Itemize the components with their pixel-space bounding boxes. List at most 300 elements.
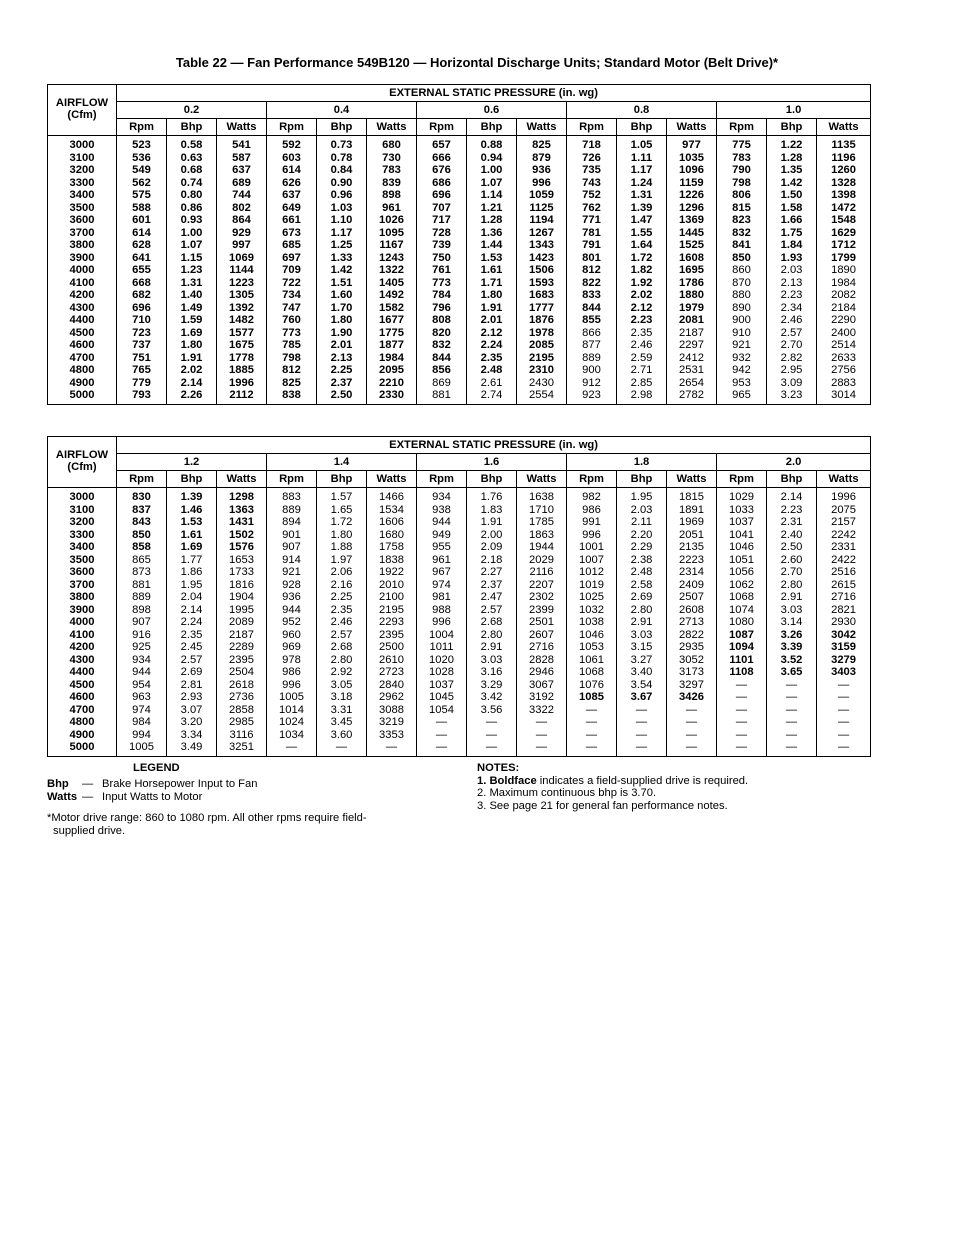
rpm-cell: 858 (117, 541, 167, 554)
watts-cell: 2242 (817, 529, 871, 542)
watts-cell: 2858 (217, 704, 267, 717)
bhp-cell: 2.37 (317, 377, 367, 390)
watts-cell: 2195 (517, 352, 567, 365)
rpm-cell: 785 (267, 339, 317, 352)
rpm-cell: 655 (117, 264, 167, 277)
rpm-column-header: Rpm (117, 119, 167, 136)
bhp-cell: 1.47 (617, 214, 667, 227)
bhp-cell: 0.90 (317, 177, 367, 190)
watts-cell: 1243 (367, 252, 417, 265)
airflow-cell: 3300 (48, 177, 117, 190)
watts-cell: — (667, 741, 717, 756)
notes (477, 762, 867, 812)
watts-cell: 1392 (217, 302, 267, 315)
bhp-cell: 2.81 (167, 679, 217, 692)
rpm-cell: — (717, 729, 767, 742)
rpm-cell: 815 (717, 202, 767, 215)
table-row (48, 554, 871, 567)
table-row (48, 591, 871, 604)
rpm-cell: 938 (417, 504, 467, 517)
table-row (48, 177, 871, 190)
rpm-cell: 1019 (567, 579, 617, 592)
table-row (48, 164, 871, 177)
watts-cell: 3173 (667, 666, 717, 679)
airflow-cell: 3700 (48, 227, 117, 240)
watts-cell: 1996 (817, 488, 871, 504)
bhp-cell: 2.04 (167, 591, 217, 604)
watts-cell: 2618 (217, 679, 267, 692)
watts-cell: 1405 (367, 277, 417, 290)
rpm-cell: 866 (567, 327, 617, 340)
airflow-cell: 4100 (48, 277, 117, 290)
rpm-cell: 743 (567, 177, 617, 190)
watts-cell: 997 (217, 239, 267, 252)
watts-cell: 1816 (217, 579, 267, 592)
watts-cell: 929 (217, 227, 267, 240)
pressure-column-header: 0.6 (417, 102, 567, 119)
airflow-cell: 3800 (48, 591, 117, 604)
page-title: Table 22 — Fan Performance 549B120 — Horizontal Discharge Units; Standard Motor (Belt Drive)* (175, 55, 779, 70)
airflow-cell: 4600 (48, 339, 117, 352)
rpm-cell: 710 (117, 314, 167, 327)
bhp-cell: — (617, 716, 667, 729)
rpm-cell: 969 (267, 641, 317, 654)
bhp-cell: 2.57 (767, 327, 817, 340)
airflow-cell: 4600 (48, 691, 117, 704)
bhp-cell: 2.80 (317, 654, 367, 667)
bhp-cell: 1.83 (467, 504, 517, 517)
bhp-cell: 0.94 (467, 152, 517, 165)
airflow-cell: 3400 (48, 541, 117, 554)
table-row (48, 529, 871, 542)
watts-cell: 1472 (817, 202, 871, 215)
airflow-cell: 3600 (48, 566, 117, 579)
bhp-cell: 2.47 (467, 591, 517, 604)
rpm-cell: 1094 (717, 641, 767, 654)
bhp-cell: 1.69 (167, 541, 217, 554)
rpm-cell: 1033 (717, 504, 767, 517)
airflow-cell: 4200 (48, 641, 117, 654)
rpm-cell: 932 (717, 352, 767, 365)
table-row (48, 566, 871, 579)
watts-cell: 2289 (217, 641, 267, 654)
table-row (48, 214, 871, 227)
rpm-cell: — (417, 741, 467, 756)
airflow-cell: 4800 (48, 716, 117, 729)
bhp-cell: 2.34 (767, 302, 817, 315)
watts-cell: — (367, 741, 417, 756)
rpm-cell: 921 (267, 566, 317, 579)
rpm-cell: 592 (267, 136, 317, 152)
bhp-cell: 3.42 (467, 691, 517, 704)
rpm-cell: — (717, 741, 767, 756)
rpm-cell: 934 (417, 488, 467, 504)
rpm-cell: 967 (417, 566, 467, 579)
rpm-cell: 1012 (567, 566, 617, 579)
bhp-cell: 2.70 (767, 566, 817, 579)
bhp-cell: 2.93 (167, 691, 217, 704)
watts-cell: 2608 (667, 604, 717, 617)
rpm-cell: 1011 (417, 641, 467, 654)
bhp-cell: 0.78 (317, 152, 367, 165)
rpm-cell: 921 (717, 339, 767, 352)
watts-cell: 1548 (817, 214, 871, 227)
bhp-cell: 1.14 (467, 189, 517, 202)
bhp-cell: 2.95 (767, 364, 817, 377)
rpm-cell: 761 (417, 264, 467, 277)
bhp-cell: 2.58 (617, 579, 667, 592)
rpm-cell: 798 (267, 352, 317, 365)
watts-column-header: Watts (217, 119, 267, 136)
rpm-cell: 739 (417, 239, 467, 252)
rpm-cell: 717 (417, 214, 467, 227)
bhp-cell: 1.86 (167, 566, 217, 579)
watts-cell: 1978 (517, 327, 567, 340)
rpm-cell: 523 (117, 136, 167, 152)
watts-cell: 2516 (817, 566, 871, 579)
rpm-cell: 890 (717, 302, 767, 315)
watts-cell: — (817, 704, 871, 717)
rpm-cell: 880 (717, 289, 767, 302)
watts-cell: 1944 (517, 541, 567, 554)
bhp-cell: 1.88 (317, 541, 367, 554)
rpm-cell: 562 (117, 177, 167, 190)
rpm-column-header: Rpm (267, 471, 317, 488)
watts-cell: 2210 (367, 377, 417, 390)
bhp-cell: 1.15 (167, 252, 217, 265)
table-row (48, 152, 871, 165)
rpm-cell: 726 (567, 152, 617, 165)
rpm-cell: 1062 (717, 579, 767, 592)
table-row (48, 488, 871, 504)
bhp-cell: 0.88 (467, 136, 517, 152)
bhp-column-header: Bhp (467, 471, 517, 488)
watts-cell: 1026 (367, 214, 417, 227)
bhp-cell: 1.44 (467, 239, 517, 252)
rpm-cell: 978 (267, 654, 317, 667)
watts-cell: 2409 (667, 579, 717, 592)
bhp-cell: 1.23 (167, 264, 217, 277)
bhp-cell: 0.86 (167, 202, 217, 215)
note-1-bold-word: Boldface (489, 774, 537, 787)
rpm-cell: 901 (267, 529, 317, 542)
bhp-cell: 3.40 (617, 666, 667, 679)
rpm-cell: 988 (417, 604, 467, 617)
watts-column-header: Watts (817, 471, 871, 488)
watts-column-header: Watts (517, 471, 567, 488)
airflow-cell: 3100 (48, 504, 117, 517)
bhp-cell: 1.51 (317, 277, 367, 290)
bhp-column-header: Bhp (167, 119, 217, 136)
rpm-cell: 536 (117, 152, 167, 165)
rpm-cell: 601 (117, 214, 167, 227)
watts-cell: 2504 (217, 666, 267, 679)
rpm-cell: 974 (117, 704, 167, 717)
watts-cell: 1577 (217, 327, 267, 340)
bhp-cell: 1.33 (317, 252, 367, 265)
rpm-cell: 954 (117, 679, 167, 692)
watts-cell: 1880 (667, 289, 717, 302)
watts-cell: 3403 (817, 666, 871, 679)
table-row (48, 264, 871, 277)
rpm-cell: 1024 (267, 716, 317, 729)
watts-cell: 2883 (817, 377, 871, 390)
table-row (48, 579, 871, 592)
watts-cell: 1785 (517, 516, 567, 529)
watts-cell: 1984 (367, 352, 417, 365)
watts-cell: — (517, 716, 567, 729)
bhp-cell: 2.35 (617, 327, 667, 340)
rpm-cell: 752 (567, 189, 617, 202)
bhp-column-header: Bhp (317, 471, 367, 488)
bhp-cell: — (767, 729, 817, 742)
bhp-cell: 2.24 (167, 616, 217, 629)
rpm-cell: 673 (267, 227, 317, 240)
watts-cell: 1996 (217, 377, 267, 390)
watts-cell: 1144 (217, 264, 267, 277)
rpm-cell: 820 (417, 327, 467, 340)
watts-column-header: Watts (667, 471, 717, 488)
rpm-cell: 996 (567, 529, 617, 542)
watts-cell: 1328 (817, 177, 871, 190)
watts-cell: 802 (217, 202, 267, 215)
rpm-cell: 1001 (567, 541, 617, 554)
bhp-cell: 1.80 (467, 289, 517, 302)
pressure-column-header: 0.4 (267, 102, 417, 119)
rpm-cell: 806 (717, 189, 767, 202)
fan-performance-table-low-pressure (47, 84, 871, 405)
bhp-cell: 3.52 (767, 654, 817, 667)
table-row (48, 252, 871, 265)
bhp-cell: 2.59 (617, 352, 667, 365)
table-row (48, 679, 871, 692)
rpm-cell: 823 (717, 214, 767, 227)
rpm-cell: 696 (417, 189, 467, 202)
table-row (48, 691, 871, 704)
rpm-cell: 952 (267, 616, 317, 629)
rpm-column-header: Rpm (717, 119, 767, 136)
rpm-cell: 955 (417, 541, 467, 554)
bhp-cell: 1.50 (767, 189, 817, 202)
watts-cell: 1363 (217, 504, 267, 517)
watts-cell: 783 (367, 164, 417, 177)
rpm-cell: 668 (117, 277, 167, 290)
watts-cell: 2399 (517, 604, 567, 617)
bhp-cell: — (767, 679, 817, 692)
watts-cell: 3353 (367, 729, 417, 742)
watts-cell: 1069 (217, 252, 267, 265)
bhp-cell: 2.91 (467, 641, 517, 654)
watts-cell: 1786 (667, 277, 717, 290)
bhp-cell: — (767, 716, 817, 729)
bhp-cell: 2.48 (617, 566, 667, 579)
table-row (48, 364, 871, 377)
bhp-cell: 0.74 (167, 177, 217, 190)
rpm-cell: 865 (117, 554, 167, 567)
rpm-cell: 1085 (567, 691, 617, 704)
watts-cell: 1675 (217, 339, 267, 352)
rpm-cell: 801 (567, 252, 617, 265)
airflow-cell: 3300 (48, 529, 117, 542)
rpm-cell: 869 (417, 377, 467, 390)
watts-cell: 2654 (667, 377, 717, 390)
watts-cell: 936 (517, 164, 567, 177)
watts-cell: 1226 (667, 189, 717, 202)
bhp-cell: 1.40 (167, 289, 217, 302)
pressure-column-header: 1.2 (117, 454, 267, 471)
rpm-cell: 657 (417, 136, 467, 152)
rpm-cell: 925 (117, 641, 167, 654)
bhp-cell: 1.97 (317, 554, 367, 567)
rpm-cell: 707 (417, 202, 467, 215)
watts-cell: 1167 (367, 239, 417, 252)
rpm-cell: 641 (117, 252, 167, 265)
rpm-cell: 1074 (717, 604, 767, 617)
airflow-header (48, 437, 117, 488)
rpm-cell: 791 (567, 239, 617, 252)
bhp-column-header: Bhp (167, 471, 217, 488)
bhp-cell: 3.20 (167, 716, 217, 729)
airflow-cell: 3900 (48, 252, 117, 265)
table-row (48, 504, 871, 517)
watts-cell: — (667, 704, 717, 717)
bhp-cell: 2.69 (167, 666, 217, 679)
bhp-cell: 1.55 (617, 227, 667, 240)
airflow-cell: 3400 (48, 189, 117, 202)
bhp-cell: 2.98 (617, 389, 667, 404)
watts-cell: 879 (517, 152, 567, 165)
rpm-cell: 944 (267, 604, 317, 617)
rpm-cell: 860 (717, 264, 767, 277)
rpm-cell: 549 (117, 164, 167, 177)
table-row (48, 202, 871, 215)
note-2: 2. Maximum continuous bhp is 3.70. (477, 787, 657, 799)
rpm-cell: 832 (417, 339, 467, 352)
rpm-cell: 1056 (717, 566, 767, 579)
bhp-cell: 1.49 (167, 302, 217, 315)
table-row (48, 541, 871, 554)
watts-cell: 3088 (367, 704, 417, 717)
watts-cell: 2412 (667, 352, 717, 365)
bhp-cell: 3.29 (467, 679, 517, 692)
watts-cell: 1629 (817, 227, 871, 240)
bhp-cell: 1.59 (167, 314, 217, 327)
bhp-cell: 2.45 (167, 641, 217, 654)
bhp-cell: 2.46 (317, 616, 367, 629)
bhp-cell: 1.46 (167, 504, 217, 517)
rpm-cell: 1025 (567, 591, 617, 604)
rpm-cell: 1046 (717, 541, 767, 554)
bhp-cell: 1.28 (767, 152, 817, 165)
rpm-column-header: Rpm (267, 119, 317, 136)
watts-column-header: Watts (817, 119, 871, 136)
rpm-cell: 614 (267, 164, 317, 177)
bhp-cell: 1.24 (617, 177, 667, 190)
bhp-cell: 1.82 (617, 264, 667, 277)
rpm-cell: 808 (417, 314, 467, 327)
bhp-cell: 1.76 (467, 488, 517, 504)
watts-column-header: Watts (367, 471, 417, 488)
watts-cell: 1492 (367, 289, 417, 302)
rpm-cell: 916 (117, 629, 167, 642)
watts-cell: — (667, 716, 717, 729)
footnote-line-2: supplied drive. (53, 824, 126, 837)
watts-cell: 1593 (517, 277, 567, 290)
rpm-cell: 944 (417, 516, 467, 529)
watts-cell: 1322 (367, 264, 417, 277)
table-row (48, 302, 871, 315)
bhp-cell: 1.07 (167, 239, 217, 252)
watts-cell: 1525 (667, 239, 717, 252)
bhp-cell: 0.73 (317, 136, 367, 152)
watts-cell: 2331 (817, 541, 871, 554)
watts-cell: 3042 (817, 629, 871, 642)
table-row (48, 136, 871, 152)
bhp-cell: 3.09 (767, 377, 817, 390)
watts-cell: 2554 (517, 389, 567, 404)
rpm-cell: 832 (717, 227, 767, 240)
rpm-cell: 812 (267, 364, 317, 377)
rpm-cell: 889 (267, 504, 317, 517)
bhp-cell: — (317, 741, 367, 756)
rpm-cell: 771 (567, 214, 617, 227)
table-row (48, 741, 871, 756)
watts-cell: 1710 (517, 504, 567, 517)
watts-column-header: Watts (367, 119, 417, 136)
rpm-cell: — (717, 716, 767, 729)
watts-cell: 2302 (517, 591, 567, 604)
table-row (48, 516, 871, 529)
bhp-cell: 0.58 (167, 136, 217, 152)
table-row (48, 239, 871, 252)
watts-cell: 2430 (517, 377, 567, 390)
watts-cell: 898 (367, 189, 417, 202)
rpm-cell: 949 (417, 529, 467, 542)
rpm-cell: 996 (417, 616, 467, 629)
footnote-line-1: *Motor drive range: 860 to 1080 rpm. All other rpms require field- (47, 812, 367, 824)
bhp-cell: 2.27 (467, 566, 517, 579)
legend-dash: — (82, 778, 94, 790)
bhp-cell: 2.02 (167, 364, 217, 377)
bhp-cell: 0.84 (317, 164, 367, 177)
bhp-cell: 0.63 (167, 152, 217, 165)
bhp-cell: 3.39 (767, 641, 817, 654)
bhp-cell: — (767, 691, 817, 704)
rpm-cell: 844 (567, 302, 617, 315)
bhp-cell: 2.57 (317, 629, 367, 642)
rpm-cell: — (717, 679, 767, 692)
bhp-cell: 2.23 (617, 314, 667, 327)
bhp-cell: 2.91 (767, 591, 817, 604)
rpm-cell: — (417, 729, 467, 742)
bhp-cell: 2.24 (467, 339, 517, 352)
watts-cell: 1608 (667, 252, 717, 265)
bhp-cell: 1.21 (467, 202, 517, 215)
bhp-cell: 2.35 (167, 629, 217, 642)
rpm-cell: — (567, 716, 617, 729)
bhp-cell: 1.39 (617, 202, 667, 215)
watts-column-header: Watts (667, 119, 717, 136)
watts-cell: 2782 (667, 389, 717, 404)
watts-cell: 1196 (817, 152, 871, 165)
watts-cell: — (817, 691, 871, 704)
rpm-cell: 575 (117, 189, 167, 202)
airflow-cell: 3100 (48, 152, 117, 165)
bhp-cell: 2.80 (617, 604, 667, 617)
rpm-cell: 877 (567, 339, 617, 352)
bhp-cell: 2.23 (767, 504, 817, 517)
watts-cell: 2095 (367, 364, 417, 377)
